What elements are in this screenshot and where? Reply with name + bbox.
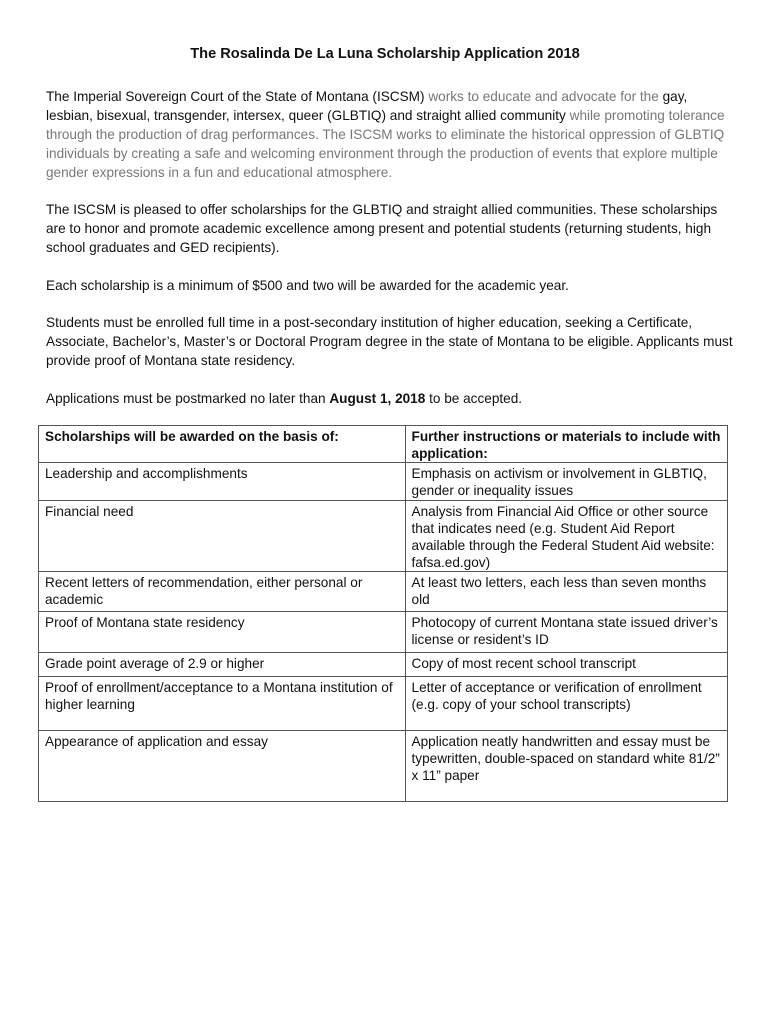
intro-paragraph: [46, 87, 736, 182]
instruction-cell: Letter of acceptance or verification of enrollment (e.g. copy of your school transcripts): [405, 677, 727, 731]
criterion-cell: Leadership and accomplishments: [39, 463, 406, 501]
deadline-text-before: Applications must be postmarked no later than: [46, 391, 330, 406]
table-row: [39, 463, 728, 501]
table-row: [39, 731, 728, 802]
criterion-cell: Grade point average of 2.9 or higher: [39, 653, 406, 677]
criterion-cell: Proof of Montana state residency: [39, 612, 406, 653]
header-instructions: Further instructions or materials to include with application:: [405, 426, 727, 463]
instruction-cell: At least two letters, each less than seven months old: [405, 572, 727, 612]
criterion-cell: Recent letters of recommendation, either personal or academic: [39, 572, 406, 612]
deadline-paragraph: [46, 389, 736, 408]
eligibility-paragraph: Students must be enrolled full time in a post-secondary institution of higher education, seeking a Certificate, Associate, Bachelor’s, Master’s or Doctoral Program degree in the state of Montana to be eligible. Applicants must provide proof of Montana state residency.: [46, 315, 733, 368]
criterion-cell: Financial need: [39, 501, 406, 572]
intro-mission-text: works to educate and advocate for the: [424, 89, 663, 104]
intro-org-name: The Imperial Sovereign Court of the State of Montana (ISCSM): [46, 89, 425, 104]
instruction-cell: Emphasis on activism or involvement in GLBTIQ, gender or inequality issues: [405, 463, 727, 501]
criterion-cell: Appearance of application and essay: [39, 731, 406, 802]
table-row: [39, 501, 728, 572]
table-row: [39, 572, 728, 612]
intro-tolerance-text: while promoting tolerance through the production of drag performances. The ISCSM works to eliminate the historical oppression of GLBTIQ individuals by creating a safe and welcoming environment through the production of events that explore multiple gender expressions in a fun and educational atmosphere.: [46, 108, 725, 180]
instruction-cell: Application neatly handwritten and essay must be typewritten, double-spaced on standard white 81/2” x 11” paper: [405, 731, 727, 802]
award-amount-paragraph: Each scholarship is a minimum of $500 and two will be awarded for the academic year.: [46, 278, 569, 293]
deadline-date: August 1, 2018: [329, 391, 426, 406]
table-row: [39, 612, 728, 653]
table-row: [39, 653, 728, 677]
table-row: [39, 677, 728, 731]
instruction-cell: Copy of most recent school transcript: [405, 653, 727, 677]
table-header-row: [39, 426, 728, 463]
instruction-cell: Analysis from Financial Aid Office or other source that indicates need (e.g. Student Aid Report available through the Federal Student Aid website: fafsa.ed.gov): [405, 501, 727, 572]
criterion-cell: Proof of enrollment/acceptance to a Montana institution of higher learning: [39, 677, 406, 731]
header-basis: Scholarships will be awarded on the basis of:: [39, 426, 406, 463]
deadline-text-after: to be accepted.: [425, 391, 523, 406]
page-title: The Rosalinda De La Luna Scholarship Application 2018: [190, 46, 580, 62]
intro-community-text: gay, lesbian, bisexual, transgender, intersex, queer (GLBTIQ) and straight allied community: [46, 89, 688, 123]
criteria-table: [38, 425, 728, 802]
scholarship-offer-paragraph: The ISCSM is pleased to offer scholarships for the GLBTIQ and straight allied communities. These scholarships are to honor and promote academic excellence among present and potential students (returning students, high school graduates and GED recipients).: [46, 202, 718, 255]
instruction-cell: Photocopy of current Montana state issued driver’s license or resident’s ID: [405, 612, 727, 653]
